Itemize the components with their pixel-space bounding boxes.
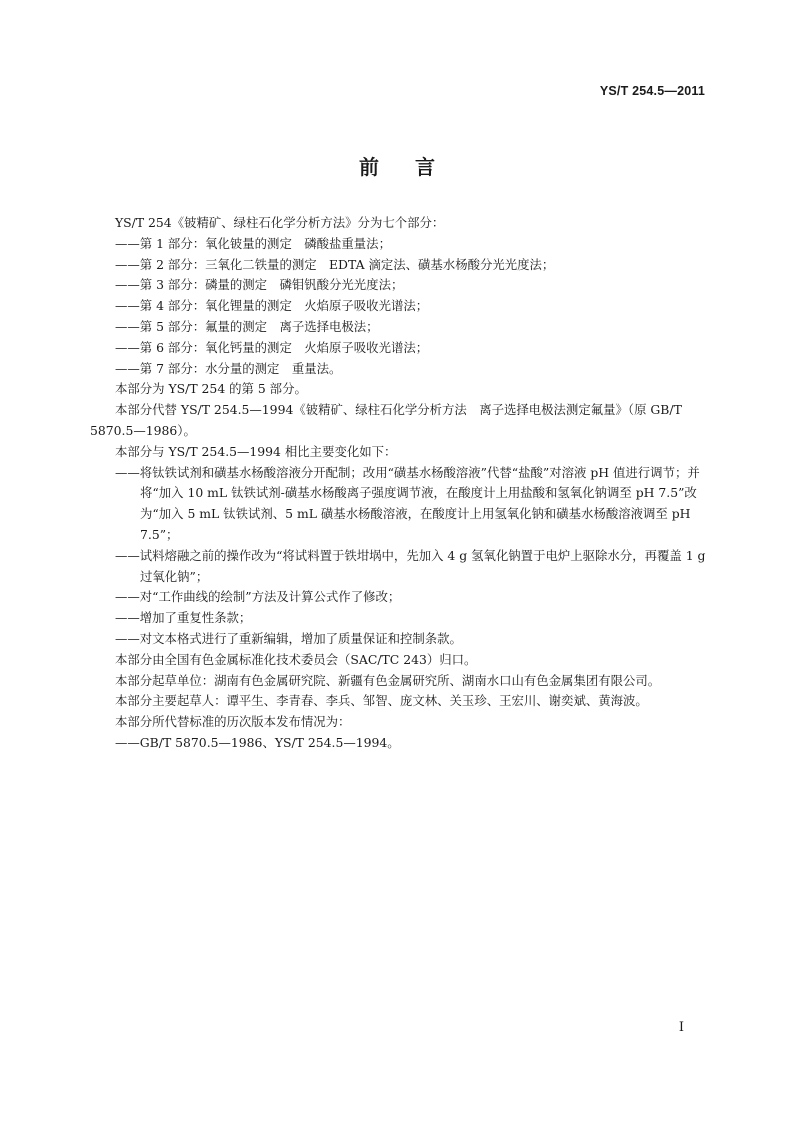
list-item: ——第 1 部分：氧化铍量的测定 磷酸盐重量法； xyxy=(115,235,391,251)
paragraph: 本部分由全国有色金属标准化技术委员会（SAC/TC 243）归口。 xyxy=(115,651,477,667)
list-item: ——增加了重复性条款； xyxy=(115,610,252,626)
paragraph: 本部分主要起草人：谭平生、李青春、李兵、邹智、庞文林、关玉珍、王宏川、谢奕斌、黄海波。 xyxy=(115,693,648,709)
paragraph: 本部分为 YS/T 254 的第 5 部分。 xyxy=(115,381,307,397)
paragraph: 本部分所代替标准的历次版本发布情况为： xyxy=(115,714,351,730)
list-item: ——第 3 部分：磷量的测定 磷钼钒酸分光光度法； xyxy=(115,277,404,293)
page-number: I xyxy=(678,1020,684,1035)
paragraph: 本部分代替 YS/T 254.5—1994《铍精矿、绿柱石化学分析方法 离子选择电极法测定氟量》（原 GB/T 5870.5—1986）。 xyxy=(90,402,682,438)
list-item: ——GB/T 5870.5—1986、YS/T 254.5—1994。 xyxy=(115,734,400,750)
list-item: ——对文本格式进行了重新编辑，增加了质量保证和控制条款。 xyxy=(115,630,462,646)
list-item: ——对“工作曲线的绘制”方法及计算公式作了修改； xyxy=(115,589,401,605)
standard-code: YS/T 254.5—2011 xyxy=(599,84,705,98)
list-item: ——试料熔融之前的操作改为“将试料置于铁坩埚中，先加入 4 g 氢氧化钠置于电炉上驱除水分，再覆盖 1 g 过氧化钠”； xyxy=(115,547,706,584)
foreword-body xyxy=(90,213,706,754)
list-item: ——第 2 部分：三氧化二铁量的测定 EDTA 滴定法、磺基水杨酸分光光度法； xyxy=(115,256,555,272)
page-title: 前言 xyxy=(359,155,471,179)
paragraph: YS/T 254《铍精矿、绿柱石化学分析方法》分为七个部分： xyxy=(115,215,445,230)
paragraph: 本部分与 YS/T 254.5—1994 相比主要变化如下： xyxy=(115,443,397,459)
list-item: ——第 4 部分：氧化锂量的测定 火焰原子吸收光谱法； xyxy=(115,298,429,314)
list-item: ——第 7 部分：水分量的测定 重量法。 xyxy=(115,360,342,376)
list-item: ——将钛铁试剂和磺基水杨酸溶液分开配制；改用“磺基水杨酸溶液”代替“盐酸”对溶液 pH 值进行调节；并将“加入 10 mL 钛铁试剂-磺基水杨酸离子强度调节液，在酸度计上用盐酸和氢氧化钠调至 pH 7.5”改为“加入 5 mL 钛铁试剂、5 mL 磺基水杨酸溶液，在酸度计上用氢氧化钠和磺基水杨酸溶液调至 pH 7.5”； xyxy=(115,464,700,542)
list-item: ——第 5 部分：氟量的测定 离子选择电极法； xyxy=(115,318,379,334)
paragraph: 本部分起草单位：湖南有色金属研究院、新疆有色金属研究所、湖南水口山有色金属集团有限公司。 xyxy=(115,672,661,688)
list-item: ——第 6 部分：氧化钙量的测定 火焰原子吸收光谱法； xyxy=(115,339,429,355)
